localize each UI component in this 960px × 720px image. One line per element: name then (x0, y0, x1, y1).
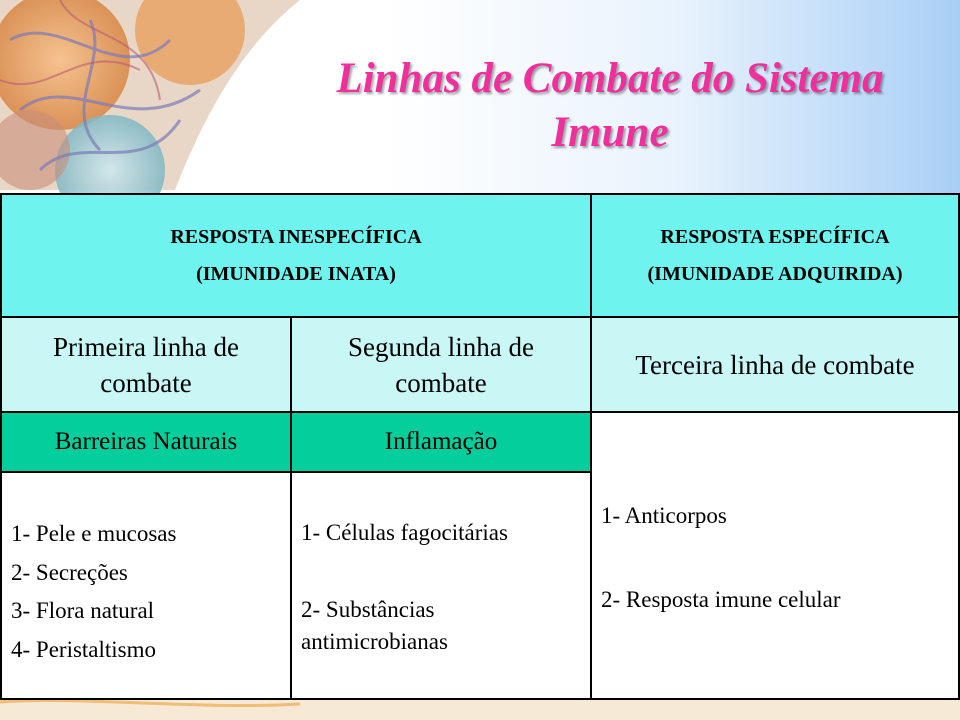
header-right-line1: RESPOSTA ESPECÍFICA (660, 225, 890, 248)
header-nonspecific-response (0, 193, 592, 318)
title-line-1: Linhas de Combate do Sistema (336, 55, 884, 102)
list-item: 2- Resposta imune celular (601, 587, 841, 612)
header-left-line2: (IMUNIDADE INATA) (196, 262, 396, 285)
second-line-of-defense (290, 316, 592, 413)
third-line-of-defense (590, 316, 960, 413)
title-line-2: Imune (551, 109, 669, 156)
list-item: 1- Células fagocitárias (301, 520, 508, 545)
natural-barriers-list (0, 471, 292, 700)
inflammation-label (290, 411, 592, 473)
list-item: 1- Anticorpos (601, 503, 727, 528)
header-left-line1: RESPOSTA INESPECÍFICA (170, 225, 422, 248)
third-line-label: Terceira linha de combate (635, 349, 915, 380)
header-right-line2: (IMUNIDADE ADQUIRIDA) (647, 262, 903, 285)
second-line-line2: combate (395, 367, 487, 398)
inflammation-list (290, 471, 592, 700)
natural-barriers-text: Barreiras Naturais (54, 428, 238, 455)
header-specific-response (590, 193, 960, 318)
first-line-line2: combate (100, 367, 192, 398)
first-line-line1: Primeira linha de (53, 331, 239, 362)
inflammation-text: Inflamação (384, 428, 498, 455)
natural-barriers-label (0, 411, 292, 473)
list-item: 4- Peristaltismo (11, 636, 157, 662)
list-item: antimicrobianas (301, 629, 448, 654)
list-item: 1- Pele e mucosas (11, 521, 177, 546)
first-line-of-defense (0, 316, 292, 413)
list-item: 2- Secreções (11, 559, 128, 585)
list-item: 3- Flora natural (11, 598, 155, 623)
third-line-list (590, 411, 960, 700)
second-line-line1: Segunda linha de (348, 331, 534, 362)
list-item: 2- Substâncias (301, 597, 435, 622)
